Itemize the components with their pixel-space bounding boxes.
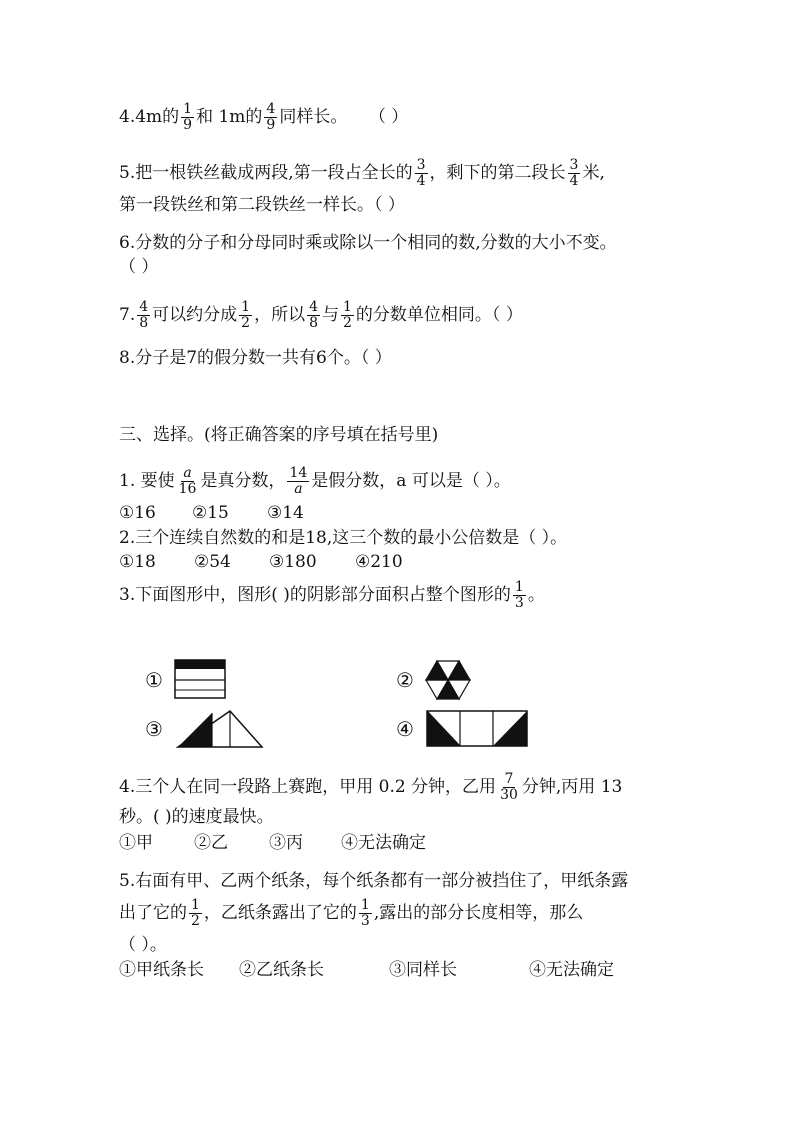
answer-blank[interactable]: （ ） [377, 107, 409, 127]
figure-rectangle[interactable] [175, 660, 225, 698]
judge-q6: 6.分数的分子和分母同时乘或除以一个相同的数,分数的大小不变。 [119, 233, 617, 253]
fraction: $\frac{4}{8}$ [139, 299, 149, 331]
fraction: $\frac{1}{3}$ [360, 897, 370, 929]
judge-q4-text: 4.4m的 [119, 107, 180, 127]
figure-triangle[interactable] [178, 711, 262, 747]
option[interactable]: ②乙 [194, 833, 228, 853]
fraction: $\frac{7}{30}$ [500, 771, 518, 803]
fraction: $\frac{4}{8}$ [309, 299, 318, 331]
fraction: $\frac{1}{9}$ [183, 101, 193, 133]
fraction: $\frac{1}{2}$ [241, 299, 251, 331]
option[interactable]: ③14 [267, 503, 304, 523]
option[interactable]: ①16 [119, 503, 156, 523]
choice-q1: 1. 要使 $\frac{a}{16}$ 是真分数， $\frac{14}{a}$ 是假分数，a 可以是（ ）。 [119, 465, 511, 497]
judge-q6-blank[interactable]: （ ） [119, 257, 159, 277]
option[interactable]: ④无法确定 [529, 960, 614, 980]
choice-q5-options [119, 959, 614, 981]
choice-q3: 3.下面图形中，图形( )的阴影部分面积占整个图形的 $\frac{1}{3}$ 。 [119, 579, 545, 611]
fraction: $\frac{4}{9}$ [266, 101, 276, 133]
judge-q4: 4.4m的 $\frac{1}{9}$ 和 1m的 $\frac{4}{9}$ 同样长。 （ ） [119, 101, 409, 133]
option[interactable]: ①18 [119, 552, 156, 572]
judge-q5: 5.把一根铁丝截成两段,第一段占全长的 $\frac{3}{4}$ ，剩下的第二段长 $\frac{3}{4}$ 米, [119, 157, 605, 189]
figure-hexagon[interactable] [426, 661, 470, 699]
option[interactable]: ②54 [194, 552, 231, 572]
judge-q5-line2: 第一段铁丝和第二段铁丝一样长。（ ） [119, 195, 405, 215]
fraction: $\frac{a}{16}$ [178, 465, 197, 497]
fraction: $\frac{3}{4}$ [416, 157, 426, 189]
judge-q7: 7. $\frac{4}{8}$ 可以约分成 $\frac{1}{2}$ ，所以 $\frac{4}{8}$ 与 $\frac{1}{2}$ 的分数单位相同。（ ） [119, 299, 523, 331]
choice-q5-blank[interactable]: （ ）。 [119, 935, 167, 955]
choice-q4-line2: 秒。( )的速度最快。 [119, 807, 274, 827]
option[interactable]: ③同样长 [389, 960, 457, 980]
choice-q4: 4.三个人在同一段路上赛跑，甲用 0.2 分钟，乙用 $\frac{7}{30}$ 分钟,丙用 13 [119, 771, 623, 803]
fraction: $\frac{1}{2}$ [343, 299, 352, 331]
fraction: $\frac{1}{3}$ [514, 579, 524, 611]
section-heading: 三、选择。(将正确答案的序号填在括号里) [119, 425, 439, 445]
figure-label-3[interactable]: ③ [145, 717, 163, 741]
option[interactable]: ②15 [192, 503, 229, 523]
option[interactable]: ①甲纸条长 [119, 960, 204, 980]
figure-label-4[interactable]: ④ [396, 717, 414, 741]
figure-label-2[interactable]: ② [396, 668, 414, 692]
choice-q5: 5.右面有甲、乙两个纸条，每个纸条都有一部分被挡住了，甲纸条露 [119, 871, 629, 891]
option[interactable]: ②乙纸条长 [239, 960, 324, 980]
option[interactable]: ③180 [269, 552, 317, 572]
choice-q4-options [119, 832, 426, 854]
fraction: $\frac{14}{a}$ [289, 465, 308, 497]
option[interactable]: ①甲 [119, 833, 153, 853]
option[interactable]: ④无法确定 [341, 833, 426, 853]
fraction: $\frac{1}{2}$ [191, 897, 200, 929]
option[interactable]: ④210 [355, 552, 403, 572]
judge-q8: 8.分子是7的假分数一共有6个。（ ） [119, 348, 392, 368]
choice-q2: 2.三个连续自然数的和是18,这三个数的最小公倍数是（ ）。 [119, 528, 568, 548]
fraction: $\frac{3}{4}$ [569, 157, 579, 189]
option[interactable]: ③丙 [269, 833, 303, 853]
choice-q5-line2: 出了它的 $\frac{1}{2}$ ，乙纸条露出了它的 $\frac{1}{3}$ ,露出的部分长度相等，那么 [119, 897, 584, 929]
figure-label-1[interactable]: ① [145, 668, 163, 692]
figure-squares[interactable] [427, 711, 527, 746]
